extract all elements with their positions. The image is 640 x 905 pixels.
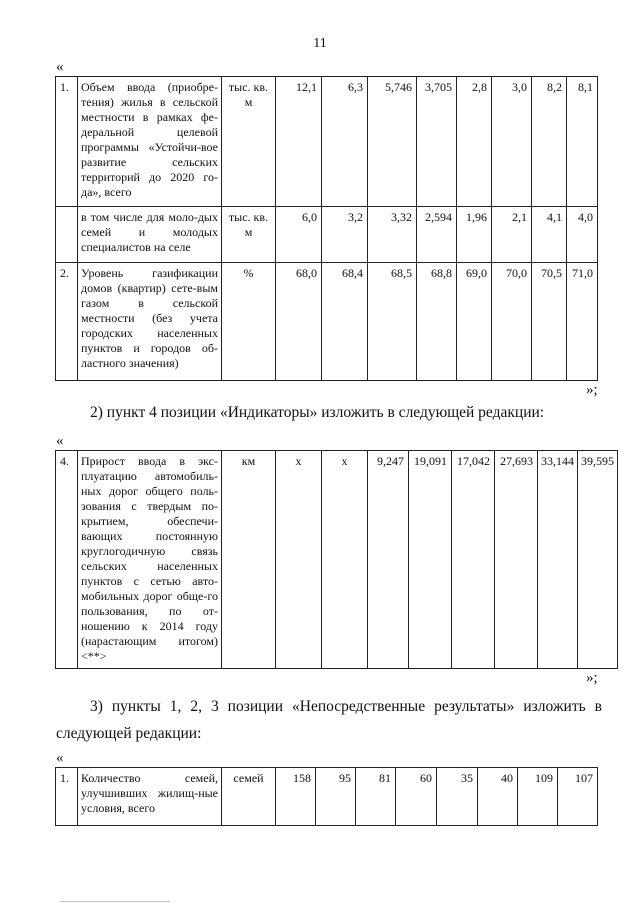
value-cell: 158 <box>276 768 316 826</box>
row-unit: тыс. кв. м <box>222 207 276 263</box>
value-cell: 4,1 <box>532 207 567 263</box>
value-cell: 17,042 <box>452 451 495 669</box>
quote-open-3: « <box>56 750 64 766</box>
row-unit: тыс. кв. м <box>222 77 276 207</box>
table-row <box>56 77 598 207</box>
row-unit: семей <box>222 768 276 826</box>
value-cell: 19,091 <box>409 451 452 669</box>
scan-smudge <box>60 901 170 902</box>
instruction-paragraph-3-line-2: следующей редакции: <box>56 725 202 742</box>
row-description: Прирост ввода в экс-плуатацию автомобиль-ных дорог общего поль-зования с твердым по-крытием, обеспечи-вающих постоянную круглогодичную связь сельских населенных пунктов с сетью авто-мобильных дорог обще-го пользования, по от-ношению к 2014 году (нарастающим итогом) <**> <box>78 451 222 669</box>
value-cell: х <box>276 451 322 669</box>
value-cell: 95 <box>316 768 356 826</box>
value-cell: 3,32 <box>368 207 417 263</box>
value-cell: 68,4 <box>322 263 368 381</box>
row-index: 1. <box>56 77 78 207</box>
value-cell: 68,0 <box>276 263 322 381</box>
value-cell: 35 <box>437 768 478 826</box>
value-cell: 107 <box>558 768 598 826</box>
value-cell: 33,144 <box>538 451 578 669</box>
value-cell: 39,595 <box>578 451 618 669</box>
row-description: в том числе для моло-дых семей и молодых специалистов на селе <box>78 207 222 263</box>
value-cell: 3,705 <box>417 77 457 207</box>
row-index: 1. <box>56 768 78 826</box>
value-cell: 5,746 <box>368 77 417 207</box>
indicators-table-1 <box>55 76 598 381</box>
quote-close-2: »; <box>586 670 598 686</box>
quote-open-1: « <box>56 59 64 75</box>
table-row <box>56 207 598 263</box>
instruction-paragraph-3-line-1: 3) пункты 1, 2, 3 позиции «Непосредственные результаты» изложить в <box>90 698 602 715</box>
indicators-table-2 <box>55 450 618 669</box>
value-cell: 4,0 <box>567 207 598 263</box>
value-cell: 70,5 <box>532 263 567 381</box>
value-cell: 71,0 <box>567 263 598 381</box>
value-cell: 27,693 <box>495 451 538 669</box>
row-index: 4. <box>56 451 78 669</box>
quote-close-1: »; <box>586 382 598 398</box>
value-cell: 6,3 <box>322 77 368 207</box>
quote-open-2: « <box>56 433 64 449</box>
value-cell: 2,8 <box>457 77 492 207</box>
row-description: Объем ввода (приобре-тения) жилья в сельской местности в рамках фе-деральной целевой программы «Устойчи-вое развитие сельских территорий до 2020 го-да», всего <box>78 77 222 207</box>
value-cell: х <box>322 451 368 669</box>
page-number: 11 <box>313 36 327 51</box>
instruction-paragraph-2: 2) пункт 4 позиции «Индикаторы» изложить в следующей редакции: <box>90 404 545 421</box>
value-cell: 12,1 <box>276 77 322 207</box>
row-unit: км <box>222 451 276 669</box>
table-row <box>56 263 598 381</box>
value-cell: 3,0 <box>492 77 532 207</box>
value-cell: 109 <box>518 768 558 826</box>
value-cell: 2,594 <box>417 207 457 263</box>
value-cell: 9,247 <box>368 451 409 669</box>
table-row <box>56 768 598 826</box>
value-cell: 60 <box>396 768 437 826</box>
value-cell: 8,2 <box>532 77 567 207</box>
row-index: 2. <box>56 263 78 381</box>
value-cell: 70,0 <box>492 263 532 381</box>
row-description: Количество семей, улучшивших жилищ-ные условия, всего <box>78 768 222 826</box>
value-cell: 69,0 <box>457 263 492 381</box>
value-cell: 6,0 <box>276 207 322 263</box>
value-cell: 3,2 <box>322 207 368 263</box>
value-cell: 2,1 <box>492 207 532 263</box>
results-table <box>55 767 598 826</box>
row-index <box>56 207 78 263</box>
value-cell: 81 <box>356 768 396 826</box>
value-cell: 1,96 <box>457 207 492 263</box>
value-cell: 40 <box>478 768 518 826</box>
value-cell: 68,5 <box>368 263 417 381</box>
value-cell: 68,8 <box>417 263 457 381</box>
value-cell: 8,1 <box>567 77 598 207</box>
table-row <box>56 451 618 669</box>
row-unit: % <box>222 263 276 381</box>
row-description: Уровень газификации домов (квартир) сете-вым газом в сельской местности (без учета городских населенных пунктов и городов об-ластного значения) <box>78 263 222 381</box>
